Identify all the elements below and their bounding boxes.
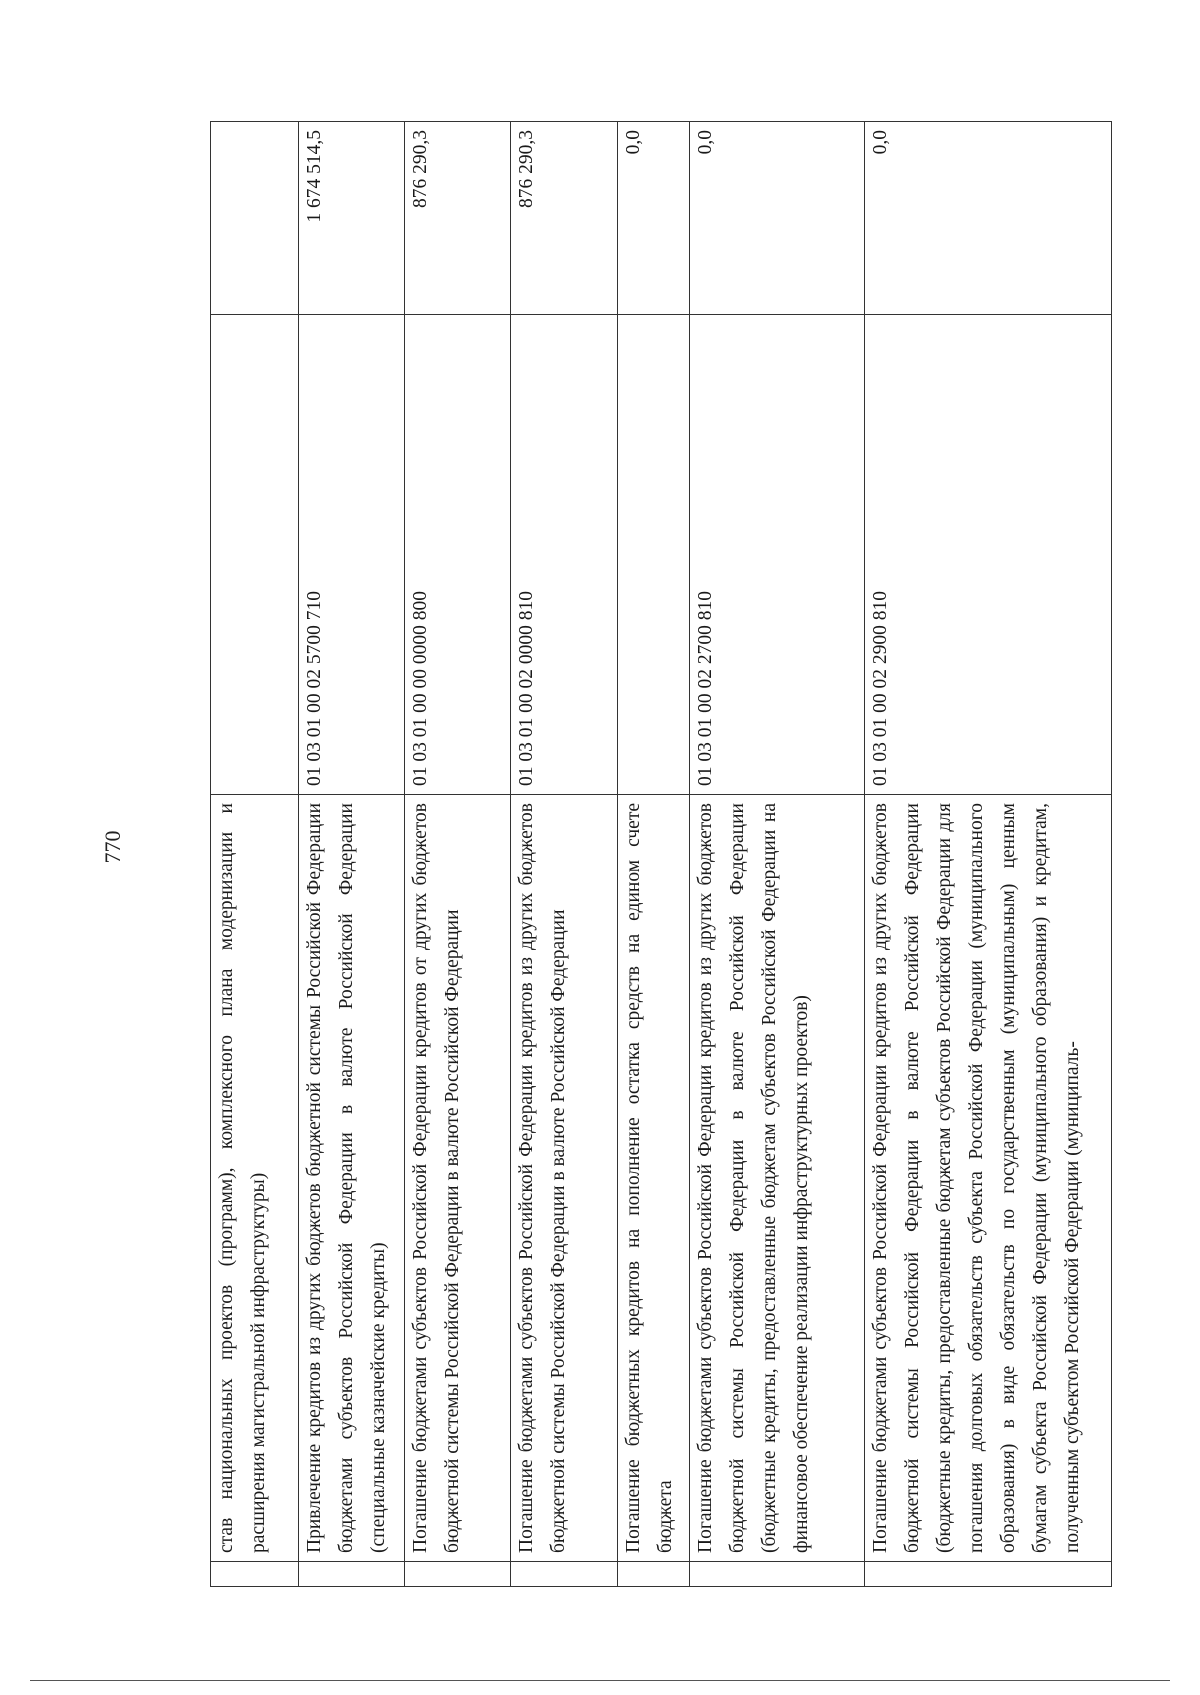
code-cell: 01 03 01 00 02 2900 810 — [865, 315, 1112, 795]
amount-cell: 876 290,3 — [511, 122, 617, 315]
code-cell: 01 03 01 00 02 2700 810 — [689, 315, 864, 795]
page-number: 770 — [100, 830, 125, 864]
description-cell: став национальных проектов (программ), комплексного плана модернизации и расширения магистральной инфраструктуры) — [211, 795, 299, 1562]
code-cell — [211, 315, 299, 795]
description-cell: Погашение бюджетами субъектов Российской Федерации кредитов от других бюджетов бюджетной системы Российской Федерации в валюте Российской Федерации — [405, 795, 511, 1562]
table-row — [689, 122, 864, 1587]
scan-edge-line — [30, 1680, 1170, 1681]
table-row — [865, 122, 1112, 1587]
amount-cell: 0,0 — [689, 122, 864, 315]
table-row — [211, 122, 299, 1587]
row-number-cell — [689, 1562, 864, 1587]
description-cell: Погашение бюджетами субъектов Российской Федерации кредитов из других бюджетов бюджетной системы Российской Федерации в валюте Российской Федерации — [511, 795, 617, 1562]
table-row — [617, 122, 689, 1587]
amount-cell: 1 674 514,5 — [298, 122, 404, 315]
table-row — [298, 122, 404, 1587]
code-cell: 01 03 01 00 00 0000 800 — [405, 315, 511, 795]
description-cell: Погашение бюджетами субъектов Российской Федерации кредитов из других бюджетов бюджетной системы Российской Федерации в валюте Российской Федерации (бюджетные кредиты, предоставленные бюджетам субъектов Российской Федерации для погашения долговых обязательств субъекта Российской Федерации (муниципального образования) в виде обязательств по государственным (муниципальным) ценным бумагам субъекта Российской Федерации (муниципального образования) и кредитам, полученным субъектом Российской Федерации (муниципаль- — [865, 795, 1112, 1562]
code-cell — [617, 315, 689, 795]
amount-cell — [211, 122, 299, 315]
row-number-cell — [865, 1562, 1112, 1587]
table-row — [511, 122, 617, 1587]
description-cell: Погашение бюджетами субъектов Российской Федерации кредитов из других бюджетов бюджетной системы Российской Федерации в валюте Российской Федерации (бюджетные кредиты, предоставленные бюджетам субъектов Российской Федерации на финансовое обеспечение реализации инфраструктурных проектов) — [689, 795, 864, 1562]
row-number-cell — [211, 1562, 299, 1587]
description-cell: Привлечение кредитов из других бюджетов бюджетной системы Российской Федерации бюджетами субъектов Российской Федерации в валюте Российской Федерации (специальные казначейские кредиты) — [298, 795, 404, 1562]
amount-cell: 0,0 — [617, 122, 689, 315]
description-cell: Погашение бюджетных кредитов на пополнение остатка средств на едином счете бюджета — [617, 795, 689, 1562]
table-row — [405, 122, 511, 1587]
amount-cell: 0,0 — [865, 122, 1112, 315]
row-number-cell — [405, 1562, 511, 1587]
row-number-cell — [617, 1562, 689, 1587]
budget-table — [210, 121, 1112, 1587]
table-container — [210, 122, 1112, 1587]
amount-cell: 876 290,3 — [405, 122, 511, 315]
code-cell: 01 03 01 00 02 0000 810 — [511, 315, 617, 795]
code-cell: 01 03 01 00 02 5700 710 — [298, 315, 404, 795]
row-number-cell — [511, 1562, 617, 1587]
row-number-cell — [298, 1562, 404, 1587]
